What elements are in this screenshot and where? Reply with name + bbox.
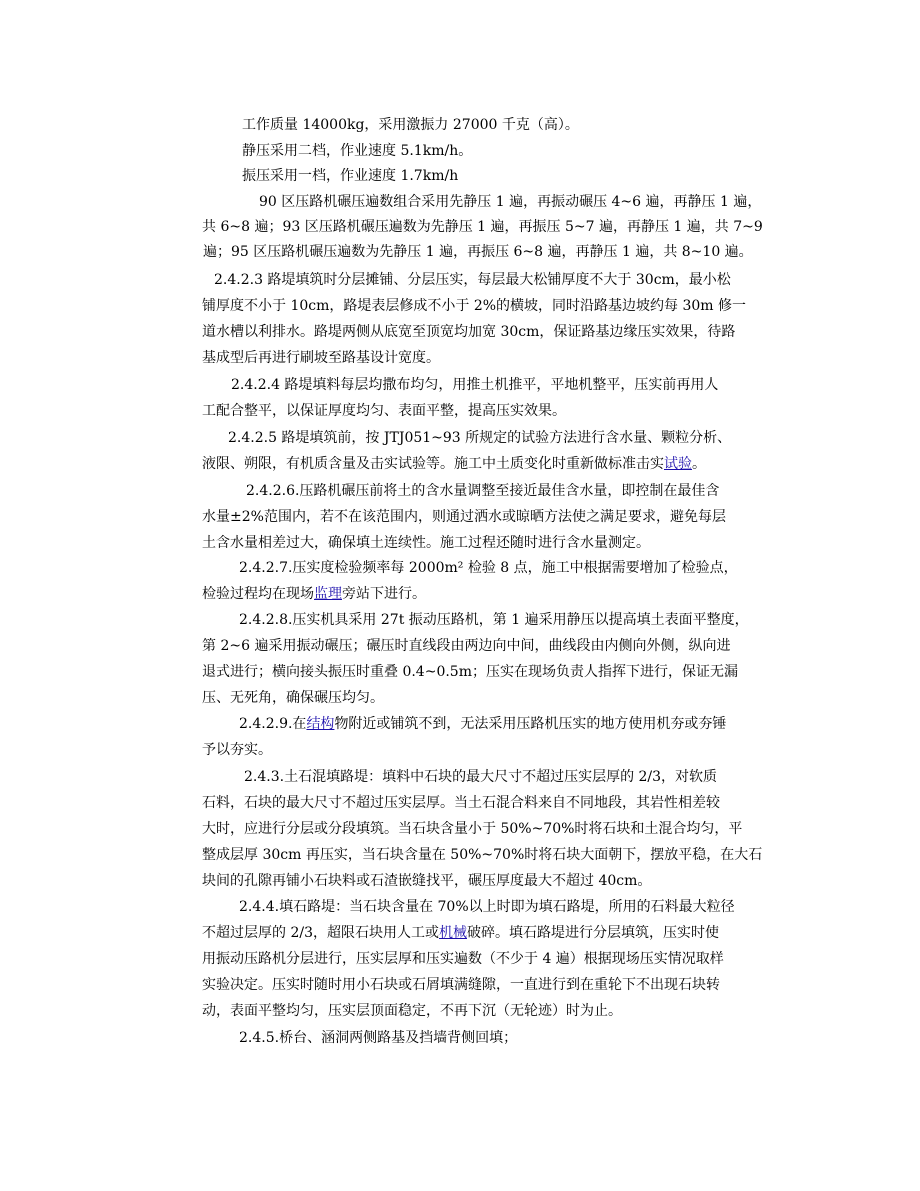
text-line: 土含水量相差过大，确保填土连续性。施工过程还随时进行含水量测定。 — [202, 535, 650, 551]
text-line — [202, 584, 426, 604]
text-line — [239, 714, 726, 734]
text-segment: 检验过程均在现场 — [202, 586, 314, 602]
text-line: 工配合整平，以保证厚度均匀、表面平整，提高压实效果。 — [202, 403, 566, 419]
text-line: 基成型后再进行刷坡至路基设计宽度。 — [202, 350, 440, 366]
text-line: 压、无死角，确保碾压均匀。 — [202, 690, 384, 706]
text-segment: 液限、朔限，有机质含量及击实试验等。施工中土质变化时重新做标准击实 — [202, 456, 664, 472]
text-segment: 不超过层厚的 2/3，超限石块用人工或 — [202, 925, 439, 941]
text-segment: 旁站下进行。 — [342, 586, 426, 602]
text-line: 块间的孔隙再铺小石块料或石渣嵌缝找平，碾压厚度最大不超过 40cm。 — [202, 873, 652, 889]
text-line: 2.4.2.6.压路机碾压前将土的含水量调整至接近最佳含水量，即控制在最佳含 — [246, 483, 720, 499]
link-jiegou[interactable]: 结构 — [306, 716, 335, 732]
text-line: 2.4.2.4 路堤填料每层均撒布均匀，用推土机推平，平地机整平，压实前再用人 — [231, 377, 719, 393]
text-line: 遍；95 区压路机碾压遍数为先静压 1 遍，再振压 6~8 遍，再静压 1 遍，共 8~10 遍。 — [203, 244, 753, 260]
text-line: 静压采用二档，作业速度 5.1km/h。 — [242, 143, 473, 159]
link-jixie[interactable]: 机械 — [438, 925, 467, 941]
text-line: 大时，应进行分层或分段填筑。当石块含量小于 50%~70%时将石块和土混合均匀，平 — [202, 821, 743, 837]
text-line: 第 2~6 遍采用振动碾压；碾压时直线段由两边向中间，曲线段由内侧向外侧，纵向进 — [202, 638, 731, 654]
text-line: 退式进行；横向接头振压时重叠 0.4~0.5m；压实在现场负责人指挥下进行，保证无漏 — [202, 664, 738, 680]
text-line: 动，表面平整均匀，压实层顶面稳定，不再下沉（无轮迹）时为止。 — [202, 1003, 622, 1019]
text-line — [202, 923, 719, 943]
text-line — [202, 454, 706, 474]
text-line: 共 6~8 遍；93 区压路机碾压遍数为先静压 1 遍，再振压 5~7 遍，再静压 1 遍，共 7~9 — [202, 219, 763, 235]
text-line: 水量±2%范围内，若不在该范围内，则通过洒水或晾晒方法使之满足要求，避免每层 — [202, 509, 726, 525]
text-line: 石料，石块的最大尺寸不超过压实层厚。当土石混合料来自不同地段，其岩性相差较 — [202, 795, 720, 811]
text-line: 工作质量 14000kg，采用激振力 27000 千克（高）。 — [242, 117, 579, 133]
text-line: 2.4.2.5 路堤填筑前，按 JTJ051~93 所规定的试验方法进行含水量、颗粒分析、 — [228, 430, 732, 446]
text-line: 90 区压路机碾压遍数组合采用先静压 1 遍，再振动碾压 4~6 遍，再静压 1 遍， — [259, 194, 762, 210]
text-line: 2.4.5.桥台、涵洞两侧路基及挡墙背侧回填； — [239, 1030, 518, 1046]
text-line: 予以夯实。 — [202, 742, 272, 758]
text-line: 实验决定。压实时随时用小石块或石屑填满缝隙，一直进行到在重轮下不出现石块转 — [202, 977, 720, 993]
text-segment: 破碎。填石路堤进行分层填筑，压实时使 — [466, 925, 719, 941]
text-line: 振压采用一档，作业速度 1.7km/h — [242, 168, 459, 184]
text-line: 铺厚度不小于 10cm，路堤表层修成不小于 2%的横坡，同时沿路基边坡约每 30m 修一 — [202, 298, 747, 314]
text-line: 用振动压路机分层进行，压实层厚和压实遍数（不少于 4 遍）根据现场压实情况取样 — [202, 951, 724, 967]
text-segment: 。 — [692, 456, 706, 472]
text-line: 2.4.3.土石混填路堤：填料中石块的最大尺寸不超过压实层厚的 2/3，对软质 — [244, 769, 718, 785]
text-line: 2.4.2.3 路堤填筑时分层摊铺、分层压实，每层最大松铺厚度不大于 30cm，最小松 — [214, 272, 731, 288]
text-line: 道水槽以利排水。路堤两侧从底宽至顶宽均加宽 30cm，保证路基边缘压实效果，待路 — [202, 324, 736, 340]
text-segment: 物附近或铺筑不到，无法采用压路机压实的地方使用机夯或夯锤 — [334, 716, 727, 732]
text-line: 整成层厚 30cm 再压实，当石块含量在 50%~70%时将石块大面朝下，摆放平稳，在大石 — [202, 847, 763, 863]
text-segment: 2.4.2.9.在 — [239, 716, 307, 732]
link-shiyan[interactable]: 试验 — [664, 456, 692, 472]
text-line: 2.4.2.7.压实度检验频率每 2000m² 检验 8 点，施工中根据需要增加了检验点， — [239, 560, 738, 576]
link-jianli[interactable]: 监理 — [314, 586, 342, 602]
text-line: 2.4.4.填石路堤：当石块含量在 70%以上时即为填石路堤，所用的石料最大粒径 — [239, 899, 735, 915]
text-line: 2.4.2.8.压实机具采用 27t 振动压路机，第 1 遍采用静压以提高填土表面平整度， — [239, 612, 749, 628]
